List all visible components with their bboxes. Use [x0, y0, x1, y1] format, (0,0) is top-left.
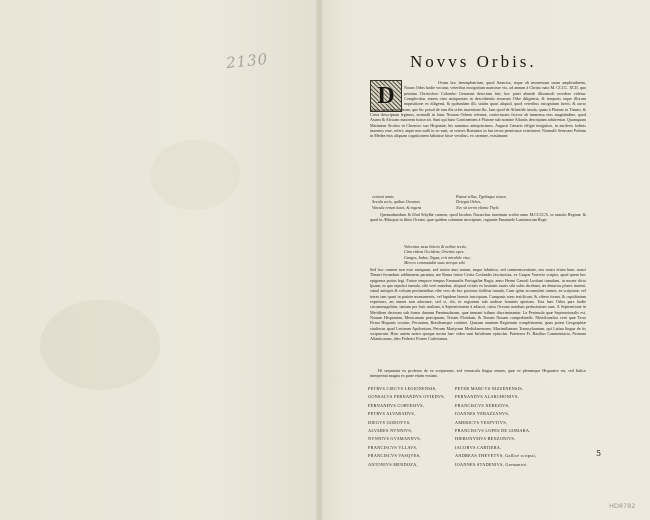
author-name: FRANCISCVS VLLAVS, [368, 444, 418, 450]
author-name: DIEGVS GODOYVS, [368, 419, 411, 425]
author-name: PETRVS CIECVS LEGIONENSIS, [368, 386, 437, 391]
seneca-verse-right [456, 194, 506, 210]
author-name: FERNANDVS ALARCHONIVS, [455, 394, 519, 400]
handwritten-pencil-mark: 2130 [225, 49, 270, 73]
seneca-verse-left [372, 194, 421, 210]
author-name: IACOBVS CARTIERA, [455, 444, 502, 450]
long-paragraph: Sed hoc carmen non esse antiquum, sed nostro æuo natum, eaque fabulosa, sed commemoratione, nos nostri etiam hunc nostri Theatri fecundum additionem paratam, me Roma fuisse Certia Cosfandis fascinosius, ex Gaspar Varrerio scriptis, apud quem hoc epigrama potius legi. Fuisse tempore tempus Emanuelis Portugaliæ Regis, anno Hermi Canodi Lusitani tumulum, in monte dicto Ipsum, in quo sepulcri tumulo, sibi verò manibus, aliquod vicinis ex lusitanis tauris sibi solus dicebant, æs denarios plures inuenti, simul antiquis & volsum pertinentibus vibe vero ab hoc proximo fodibus tumulo, Cum igitur accumulent omnes, ea scripturæ, vel terras iam quasi in pariete monumentis, vel lapidem hiemis inscriptum, Campanis sono testificant, & vibera forma, & cupiditatum expressus, æs tamen non adornare, sed si, vbi, in regionem sub audisse hominis apertum. Tota hæc Orbis pars hodie circummagiditur, tantum per huic multum, à Septentrionem à adiacet, cuius Oceano nondum perlustratum sunt. A Septentrione in Meridiem deorsum sub forma duarum Pæninsularum, quæ immani isthmo discriminantur. La Peninsula quæ Septentrionalis est, Nouum Hispaniam, Mexicanum præcipuam, Terram Floridam, & Terram Nouam comprehendit. Meridionalior verò quæ Terra Firma Hispanis vocatur, Peruuiam, Brasiliamque continet. Quarum omnium Regionum completionem, ipsas potest Geographiæ studiosus apud Leuinum Apolonium, Petrum Martyrum Mediolanensem, Maximilianum Transsyluanum, qui Latina lingua de iis scripserunt. Hinc autem nostri quoque nostra hæc video sunt Infulerum epistolas. Praeterea Fr. Basilius Commentario, Fermam Atlanticarum, ideo Federici Fontes Carlesianus. [370, 267, 586, 342]
verse-text: venient annis Secula seris, quibus Oceanus Vincula rerum laxet, & ingens [372, 194, 422, 210]
author-name: PETER MARCVS NIZZENENSIS, [455, 386, 524, 391]
authors-column-left [368, 385, 445, 469]
author-name: FRANCISCVS VASQVES, [368, 453, 421, 459]
author-name: NVNNIVS GVSMANNVS, [368, 436, 422, 442]
author-name: PETRVS ALVARADVS, [368, 411, 416, 417]
page-title: Novvs Orbis. [410, 52, 537, 71]
intro-paragraph: Ovum hoc hemisphærium, quod America, atque ob immensam suam amplitudinem, Nouus Orbis hodie vocatur, veteribus incognitum mansisse vix, ad annum à Christo nato M. CCCC. XCII. quo primùm Christoforo Colombo Genuensi detectum fuit; hoc patet abunde illiusmodi recedere videtur. Complectitur autem cùm antiquorum in describendo terrarum Orbe diligentia, & temporis atque illorum inquisitione ex diligenti, & quibusdam illi, statim quasi aliquid, quod veteribus incognitum fuerit, & aucto ipsius constanti notatum, quo hic potuit de tam illa orbis inuentione.&c. Iam quod de Atlantide insula, quam à Platone in Timæo, & Critia descriptam legimus, nonnulli in hunc Nouum Orbem referunt, coniecturam fecisse ab immensa eius magnitudine, quod Asiam & Africam maiorem fuisse ait. Sunt qui hanc Continentem à Platone sub nomine Atlantis descriptam arbitrentur. Quamquam Marinæus Siculus in Chronico suo Hispaniæ, his nummos antiquissimos, Augusti Cæsaris effigie insignitos, in auriferis fodinis inuentos esse, refert; atque non nulli in eo sunt, ut veteres Romanos in has terras penetrasse existiment. Nonnulli Senecam Poëtam in Medea eius aliquam cognitionem habuisse hisce versibus, ex carmine, existimant: [370, 80, 586, 139]
author-name: ANDREAS THEVETVS, Gallicè scripsit, [455, 453, 537, 459]
author-name: IOANNES VERAZZANVS, [455, 411, 510, 417]
middle-paragraph: Quemadmodum & illud Sibyllæ carmen, quod Iacobus Nazarchus inuentum scribit anno M.CCCCX. in tumulo Reginæ, & quod in Æthiopia in libris Oceani, quæ quidem columnæ inscriptum, regnante Emanuele Lusitanorum Rege: [370, 212, 586, 223]
author-name: GONSALVS FERNANDVS OVIEDVS, [368, 394, 446, 400]
author-name: HIERONYMVS BENZONIVS, [455, 436, 516, 442]
author-name: FERNANDVS CORTESIVS, [368, 402, 425, 408]
verse-text: Pateat tellus, Typhisque nouos Detegat Orbes, Nec sit terris vltima Thyle. [456, 194, 506, 210]
verse-text: Volventur saxa litteris & ordine rectis, Cùm videas Occidens, Orientis opes. Ganges, Indus, Tagus, erit mirabile visu, Merces commutabit suas vterque sibi. [404, 244, 471, 265]
authors-column-right [455, 385, 536, 469]
foxing-stain [40, 300, 160, 390]
foxing-stain [150, 140, 240, 210]
author-name: AMERICVS VESPVTIVS, [455, 419, 508, 425]
sibyl-verse [404, 244, 471, 265]
author-name: FRANCISCVS LOPES DE GOMARA, [455, 428, 531, 434]
sources-intro: Hi sequuntur ex professo de ea scripserunt, sed vernacula lingua omnes, quæ ve plerumque Hispanice est, sed Italice interpretati magna ex parte etiam exstant. [370, 368, 586, 379]
blank-verso-page [0, 0, 318, 520]
drop-cap-letter: D [377, 82, 395, 109]
inventory-code: HD8782 [609, 502, 636, 510]
author-name: ANTONIVS MENDOZA, [368, 461, 418, 467]
page-number: 5 [596, 449, 602, 458]
author-name: ALVARES NVNNIVS, [368, 428, 413, 434]
author-name: IOANNES STADENIVS, Germanicè. [455, 461, 528, 467]
author-name: FRANCISCVS XEREZIVS, [455, 402, 510, 408]
